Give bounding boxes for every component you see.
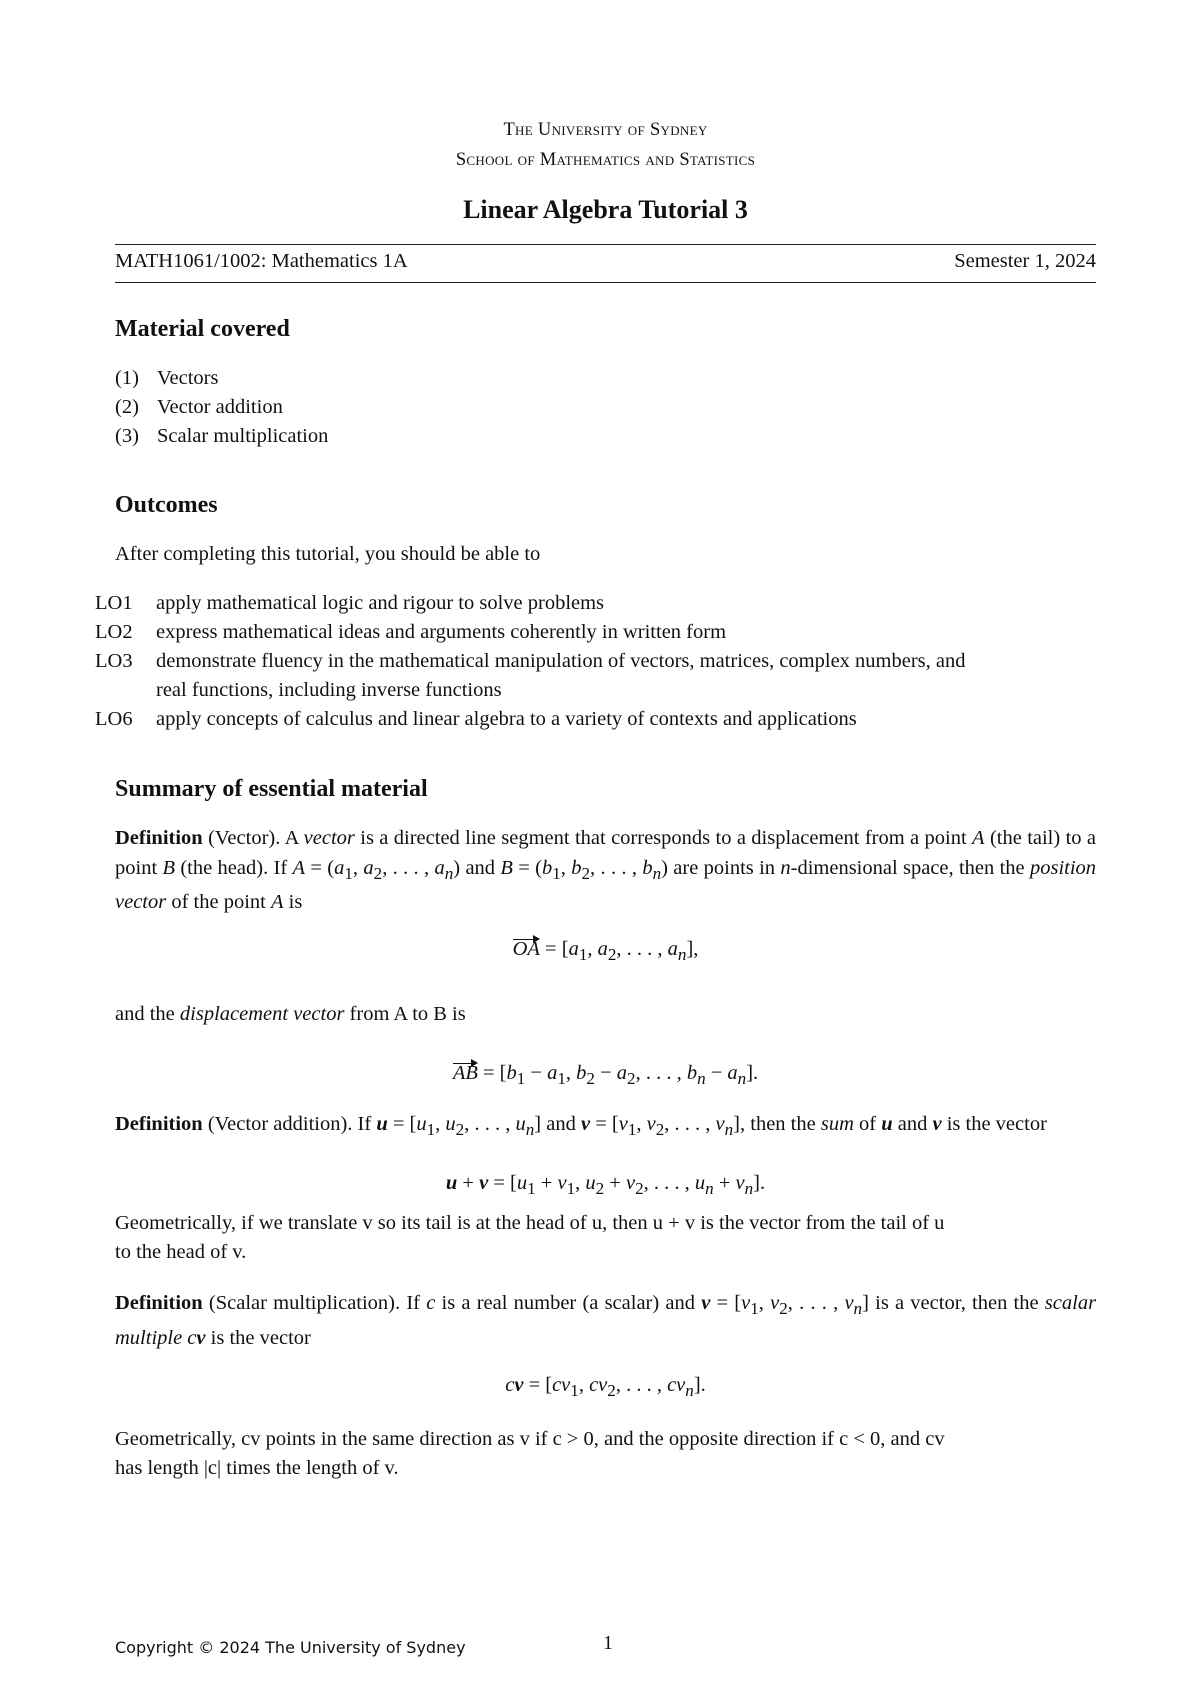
header-rule-top	[115, 244, 1096, 245]
geometric-addition-line1: Geometrically, if we translate v so its tail is at the head of u, then u + v is the vector from the tail of u	[115, 1212, 945, 1234]
displacement-intro	[115, 1000, 1096, 1030]
equation-vector-sum: $u + v = [u_1 + v_1$, $u_2 + v_2$, . . . , $u_n + v_n$].	[445, 1172, 766, 1199]
displacement-prefix: and the	[115, 1003, 175, 1025]
geometric-scalar-line1: Geometrically, cv points in the same direction as v if c > 0, and the opposite direction if c < 0, and cv	[115, 1428, 945, 1450]
list-text: Vectors	[157, 367, 219, 389]
header-rule-bottom	[115, 282, 1096, 283]
displacement-term: displacement vector	[179, 1003, 345, 1025]
definition-name: (Scalar multiplication).	[208, 1292, 401, 1314]
school-name: School of Mathematics and Statistics	[455, 150, 756, 170]
definition-label: Definition	[115, 1292, 203, 1314]
definition-vector-addition: Definition (Vector addition). If $u = [u_1$, $u_2$, . . . , $u_n$] and $v = [v_1$, $v_2$, . . . , $v_n$], then the sum of u and v is the vector	[115, 1113, 1047, 1140]
list-item	[115, 393, 1096, 422]
equation-displacement-vector: AB = [$b_1 - a_1$, $b_2 - a_2$, . . . , $b_n - a_n$].	[452, 1062, 759, 1089]
page-number: 1	[603, 1632, 613, 1654]
equation-scalar-multiple: cv = [$cv_1$, $cv_2$, . . . , $cv_n$].	[505, 1374, 706, 1401]
copyright-notice: Copyright © 2024 The University of Sydney	[115, 1638, 466, 1657]
material-heading: Material covered	[115, 316, 290, 342]
geometric-scalar-line2: has length |c| times the length of v.	[115, 1457, 399, 1479]
definition-name: (Vector addition).	[207, 1113, 353, 1135]
displacement-suffix: from A to B is	[349, 1003, 466, 1025]
outcome-code: LO3	[95, 650, 133, 672]
university-name: The University of Sydney	[503, 120, 708, 140]
outcomes-intro: After completing this tutorial, you should be able to	[115, 543, 541, 565]
outcome-text: express mathematical ideas and arguments coherently in written form	[156, 621, 727, 643]
outcome-text: real functions, including inverse functions	[156, 679, 502, 701]
semester-label: Semester 1, 2024	[954, 250, 1096, 272]
outcome-code: LO2	[95, 621, 133, 643]
list-item	[115, 422, 1096, 451]
outcome-code: LO1	[95, 592, 133, 614]
list-number: (1)	[115, 367, 139, 389]
list-text: Scalar multiplication	[157, 425, 329, 447]
outcome-text: demonstrate fluency in the mathematical manipulation of vectors, matrices, complex numbers, and	[156, 650, 966, 672]
list-number: (3)	[115, 425, 139, 447]
document-title: Linear Algebra Tutorial 3	[463, 195, 748, 224]
definition-label: Definition	[115, 1113, 203, 1135]
list-text: Vector addition	[157, 396, 283, 418]
course-code: MATH1061/1002: Mathematics 1A	[115, 250, 408, 272]
equation-position-vector: OA = [$a_1$, $a_2$, . . . , $a_n$],	[512, 938, 699, 965]
document-page	[95, 0, 1097, 1696]
list-number: (2)	[115, 396, 139, 418]
outcome-code: LO6	[95, 708, 133, 730]
outcomes-heading: Outcomes	[115, 492, 218, 518]
geometric-addition-line2: to the head of v.	[115, 1241, 247, 1263]
list-item	[115, 364, 1096, 393]
definition-label: Definition	[115, 827, 203, 849]
outcome-text: apply concepts of calculus and linear algebra to a variety of contexts and applications	[156, 708, 857, 730]
definition-scalar-multiplication: Definition (Scalar multiplication). If c is a real number (a scalar) and $v = [v_1$, $v_2$, . . . , $v_n$] is a vector, then the scalar multiple cv is the vector	[115, 1292, 1097, 1349]
summary-heading: Summary of essential material	[115, 776, 428, 802]
definition-vector: Definition (Vector). A vector is a directed line segment that corresponds to a displacement from a point A (the tail) to a point B (the head). If $A = (a_1$, $a_2$, . . . , $a_n$) and $B = (b_1$, $b_2$, . . . , $b_n$) are points in n-dimensional space, then the position vector of the point A is	[115, 827, 1097, 914]
definition-name: (Vector).	[208, 827, 281, 849]
outcome-text: apply mathematical logic and rigour to solve problems	[156, 592, 605, 614]
